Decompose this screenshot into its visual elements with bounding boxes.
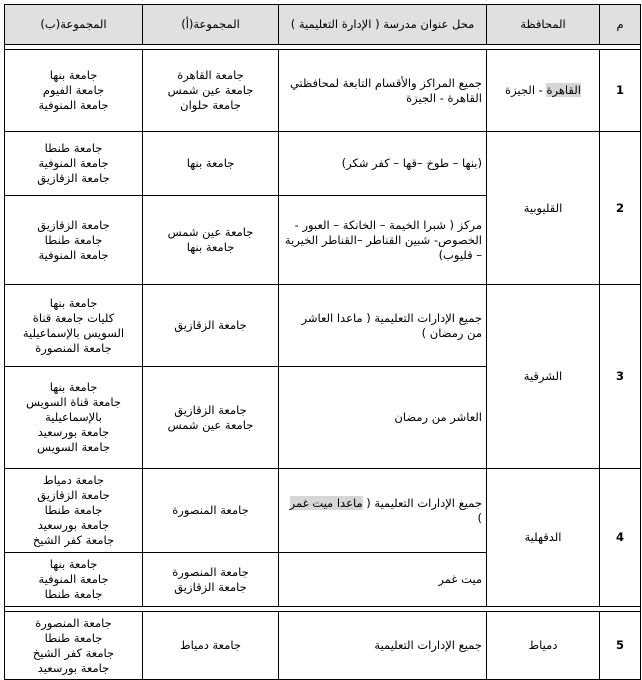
university-name: جامعة السويس — [37, 440, 110, 454]
header-location: محل عنوان مدرسة ( الإدارة التعليمية ) — [279, 5, 487, 45]
table-row — [5, 50, 641, 132]
university-name: جامعة حلوان — [180, 98, 241, 112]
governorate-cell: الشرقية — [487, 285, 600, 469]
university-name: جامعة دمياط — [179, 638, 242, 652]
table-row — [5, 469, 641, 553]
header-group-a: المجموعة(أ) — [143, 5, 279, 45]
university-name: جامعة طنطا — [44, 630, 103, 645]
group-b-cell — [5, 469, 143, 553]
university-name: جامعة المنصورة — [172, 564, 249, 579]
header-no: م — [600, 5, 641, 45]
university-name: جامعة عين شمس — [167, 417, 254, 432]
location-cell: جميع المراكز والأقسام التابعة لمحافظتي القاهرة - الجيزة — [279, 50, 487, 132]
location-cell: مركز ( شبرا الخيمة – الخانكة – العبور - الخصوص- شبين القناطر –القناطر الخيرية – قليوب) — [279, 196, 487, 285]
university-name: جامعة بنها — [49, 380, 98, 394]
university-name: جامعة كفر الشيخ — [32, 645, 115, 660]
university-name: جامعة عين شمس — [167, 83, 254, 97]
group-a-cell — [143, 553, 279, 607]
governorate-rest: - الجيزة — [505, 83, 547, 97]
university-name: جامعة الزقازيق — [37, 488, 110, 502]
university-name: جامعة الزقازيق — [174, 402, 247, 417]
university-name: جامعة الزقازيق — [174, 318, 247, 332]
location-cell: جميع الإدارات التعليمية — [279, 612, 487, 680]
table-header-row — [5, 5, 641, 45]
university-name: جامعة دمياط — [42, 473, 105, 487]
row-number: 1 — [600, 50, 641, 132]
university-name: جامعة بورسعيد — [37, 425, 110, 439]
governorate-cell: القليوبية — [487, 132, 600, 285]
university-name: جامعة القاهرة — [177, 68, 244, 82]
university-name: جامعة بنها — [186, 240, 235, 254]
university-name: بالإسماعيلية — [45, 410, 102, 424]
university-name: السويس بالإسماعيلية — [22, 325, 125, 340]
university-name: جامعة المنوفية — [38, 98, 109, 112]
group-b-cell — [5, 196, 143, 285]
group-a-cell — [143, 612, 279, 680]
group-a-cell — [143, 285, 279, 367]
group-b-cell — [5, 50, 143, 132]
university-name: جامعة طنطا — [44, 141, 103, 155]
header-group-b: المجموعة(ب) — [5, 5, 143, 45]
university-name: جامعة بنها — [49, 557, 98, 571]
location-cell: العاشر من رمضان — [279, 367, 487, 469]
group-a-cell — [143, 196, 279, 285]
governorate-cell: دمياط — [487, 612, 600, 680]
university-name: جامعة الفيوم — [42, 83, 105, 97]
university-name: جامعة طنطا — [44, 232, 103, 247]
university-name: جامعة بنها — [49, 295, 98, 310]
row-number: 4 — [600, 469, 641, 607]
university-name: جامعة قناة السويس — [25, 395, 122, 409]
group-b-cell — [5, 612, 143, 680]
university-name: جامعة بنها — [186, 156, 235, 170]
university-name: جامعة المنصورة — [35, 615, 112, 630]
row-number: 2 — [600, 132, 641, 285]
university-name: جامعة طنطا — [44, 587, 103, 601]
university-name: كليات جامعة قناة — [32, 310, 115, 325]
university-name: جامعة المنوفية — [38, 572, 109, 586]
group-b-cell — [5, 553, 143, 607]
university-name: جامعة الزقازيق — [37, 217, 110, 232]
allocation-table — [4, 4, 641, 680]
university-name: جامعة الزقازيق — [174, 579, 247, 594]
header-governorate: المحافظة — [487, 5, 600, 45]
university-name: جامعة المنوفية — [38, 156, 109, 170]
university-name: جامعة بورسعيد — [37, 518, 110, 532]
university-name: جامعة المنصورة — [172, 503, 249, 517]
university-name: جامعة طنطا — [44, 503, 103, 517]
group-a-cell — [143, 132, 279, 196]
location-cell: (بنها – طوخ –قها – كفر شكر) — [279, 132, 487, 196]
governorate-cell — [487, 50, 600, 132]
location-highlight: ماعدا ميت غمر — [289, 495, 363, 510]
governorate-highlight: القاهرة — [546, 83, 581, 97]
university-name: جامعة عين شمس — [167, 225, 254, 239]
group-a-cell — [143, 367, 279, 469]
university-name: جامعة المنصورة — [35, 340, 112, 355]
group-a-cell — [143, 469, 279, 553]
row-number: 5 — [600, 612, 641, 680]
group-b-cell — [5, 367, 143, 469]
location-cell: ميت غمر — [279, 553, 487, 607]
university-name: جامعة كفر الشيخ — [32, 533, 115, 547]
location-text-after: ) — [477, 510, 482, 525]
university-name: جامعة المنوفية — [38, 247, 109, 262]
location-cell — [279, 469, 487, 553]
governorate-cell: الدقهلية — [487, 469, 600, 607]
location-text-before: جميع الإدارات التعليمية ( — [362, 495, 482, 510]
group-b-cell — [5, 285, 143, 367]
university-name: جامعة بورسعيد — [37, 660, 110, 675]
university-name: جامعة بنها — [49, 68, 98, 82]
table-row — [5, 132, 641, 196]
university-name: جامعة الزقازيق — [37, 171, 110, 185]
location-cell: جميع الإدارات التعليمية ( ماعدا العاشر من رمضان ) — [279, 285, 487, 367]
group-a-cell — [143, 50, 279, 132]
group-b-cell — [5, 132, 143, 196]
table-row — [5, 612, 641, 680]
row-number: 3 — [600, 285, 641, 469]
table-row — [5, 285, 641, 367]
